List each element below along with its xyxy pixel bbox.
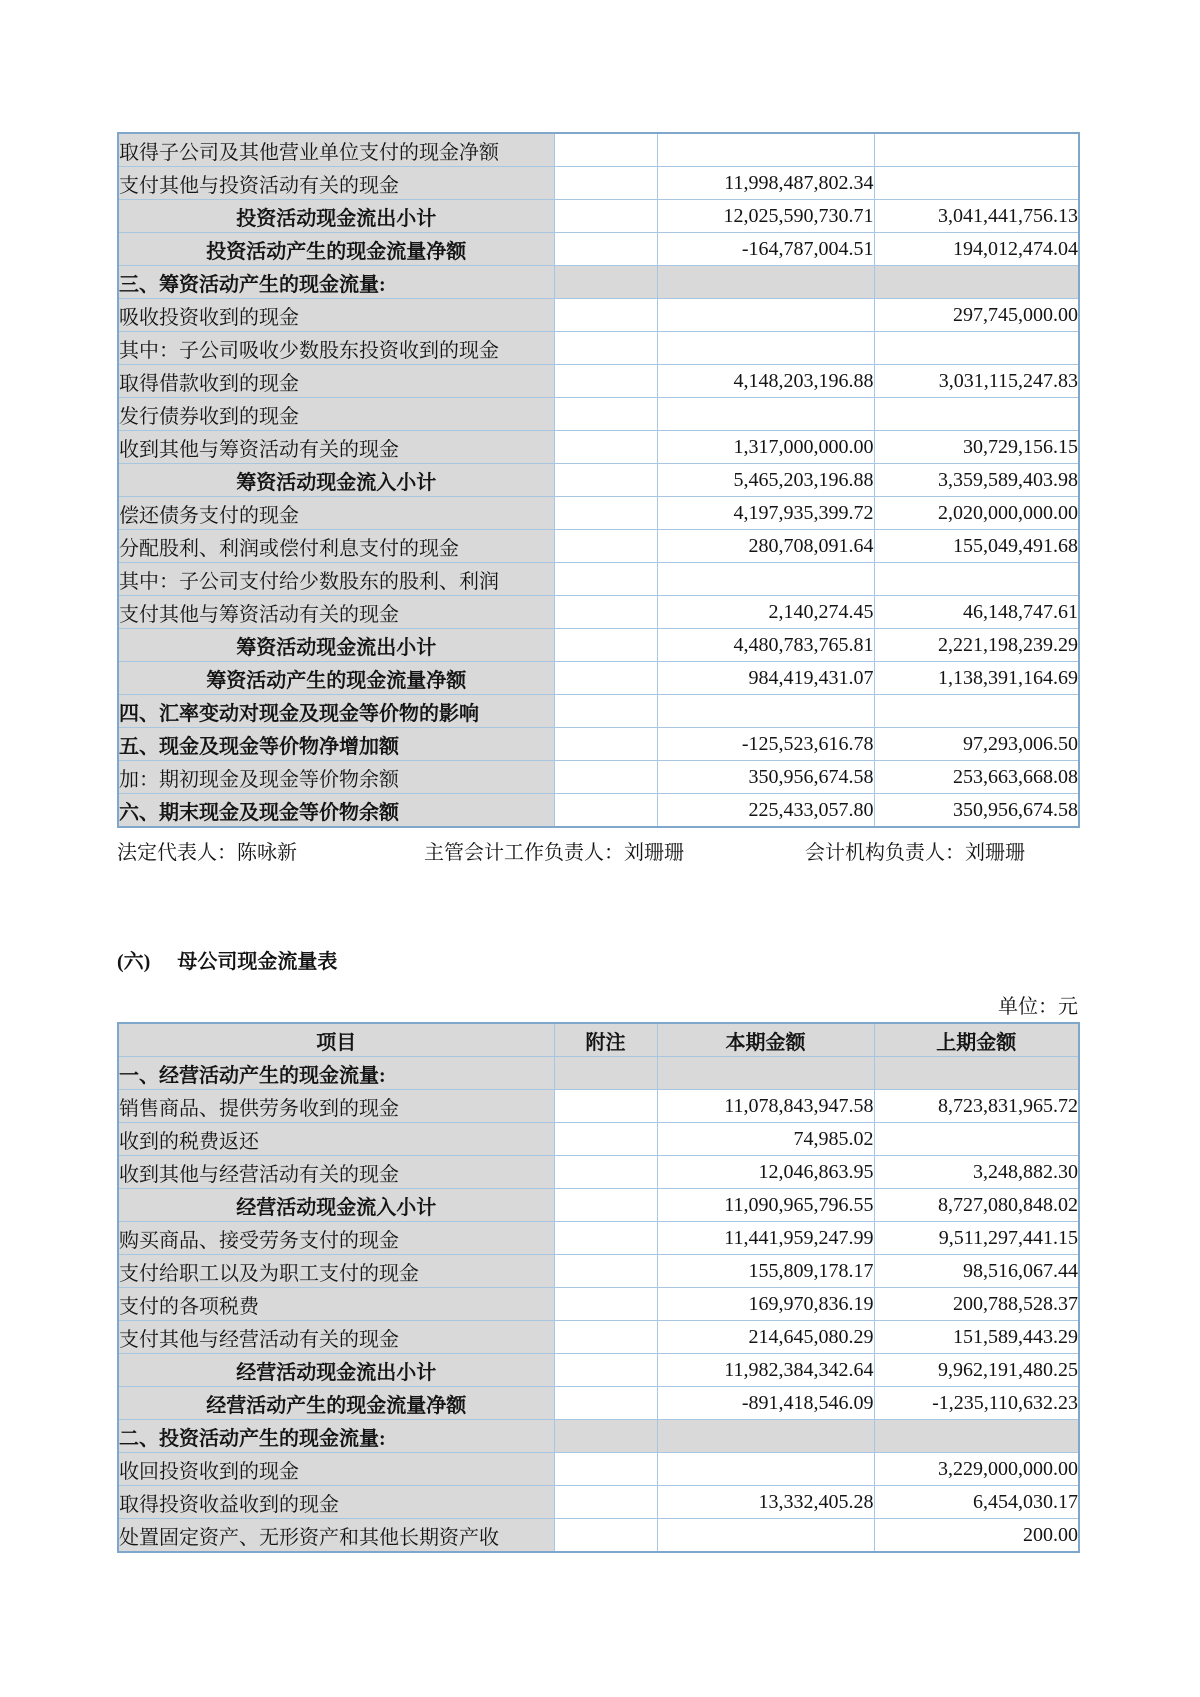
prior-period-amount-cell: 8,723,831,965.72 — [874, 1090, 1079, 1123]
current-period-amount-cell: 11,090,965,796.55 — [657, 1189, 874, 1222]
item-label-cell: 取得借款收到的现金 — [118, 365, 554, 398]
parent-company-cash-flow-table — [117, 1022, 1080, 1553]
note-cell — [554, 398, 657, 431]
table-row — [118, 1222, 1079, 1255]
prior-period-amount-cell: 3,031,115,247.83 — [874, 365, 1079, 398]
current-period-amount-cell: 11,998,487,802.34 — [657, 167, 874, 200]
column-header-cell: 本期金额 — [657, 1023, 874, 1057]
column-header-cell: 上期金额 — [874, 1023, 1079, 1057]
prior-period-amount-cell: 30,729,156.15 — [874, 431, 1079, 464]
item-label-cell: 发行债券收到的现金 — [118, 398, 554, 431]
table-row — [118, 1453, 1079, 1486]
prior-period-amount-cell — [874, 563, 1079, 596]
current-period-amount-cell: 4,197,935,399.72 — [657, 497, 874, 530]
item-label-cell: 支付其他与筹资活动有关的现金 — [118, 596, 554, 629]
section-title-text: 母公司现金流量表 — [177, 951, 338, 973]
section-heading — [117, 950, 1078, 974]
current-period-amount-cell: 5,465,203,196.88 — [657, 464, 874, 497]
item-label-cell: 经营活动现金流入小计 — [118, 1189, 554, 1222]
prior-period-amount-cell: 2,221,198,239.29 — [874, 629, 1079, 662]
current-period-amount-cell: 225,433,057.80 — [657, 794, 874, 828]
note-cell — [554, 1420, 657, 1453]
item-label-cell: 其中：子公司吸收少数股东投资收到的现金 — [118, 332, 554, 365]
note-cell — [554, 200, 657, 233]
item-label-cell: 收回投资收到的现金 — [118, 1453, 554, 1486]
accounting-dept-head-signature: 会计机构负责人：刘珊珊 — [805, 842, 1025, 864]
prior-period-amount-cell — [874, 1123, 1079, 1156]
note-cell — [554, 497, 657, 530]
current-period-amount-cell: 169,970,836.19 — [657, 1288, 874, 1321]
table-row — [118, 167, 1079, 200]
item-label-cell: 支付的各项税费 — [118, 1288, 554, 1321]
prior-period-amount-cell — [874, 266, 1079, 299]
table-row — [118, 1090, 1079, 1123]
current-period-amount-cell — [657, 299, 874, 332]
current-period-amount-cell: 4,148,203,196.88 — [657, 365, 874, 398]
note-cell — [554, 133, 657, 167]
item-label-cell: 取得子公司及其他营业单位支付的现金净额 — [118, 133, 554, 167]
prior-period-amount-cell: 98,516,067.44 — [874, 1255, 1079, 1288]
current-period-amount-cell — [657, 398, 874, 431]
table-row — [118, 1288, 1079, 1321]
prior-period-amount-cell: 6,454,030.17 — [874, 1486, 1079, 1519]
prior-period-amount-cell: 3,041,441,756.13 — [874, 200, 1079, 233]
prior-period-amount-cell — [874, 133, 1079, 167]
item-label-cell: 分配股利、利润或偿付利息支付的现金 — [118, 530, 554, 563]
note-cell — [554, 1156, 657, 1189]
prior-period-amount-cell: 3,248,882.30 — [874, 1156, 1079, 1189]
item-label-cell: 二、投资活动产生的现金流量: — [118, 1420, 554, 1453]
prior-period-amount-cell: 350,956,674.58 — [874, 794, 1079, 828]
table-row — [118, 1321, 1079, 1354]
current-period-amount-cell — [657, 1420, 874, 1453]
current-period-amount-cell: 13,332,405.28 — [657, 1486, 874, 1519]
item-label-cell: 筹资活动产生的现金流量净额 — [118, 662, 554, 695]
item-label-cell: 销售商品、提供劳务收到的现金 — [118, 1090, 554, 1123]
table-row — [118, 794, 1079, 828]
table-row — [118, 1123, 1079, 1156]
consolidated-cash-flow-table-body — [118, 133, 1079, 827]
prior-period-amount-cell: 3,229,000,000.00 — [874, 1453, 1079, 1486]
note-cell — [554, 299, 657, 332]
note-cell — [554, 1255, 657, 1288]
item-label-cell: 五、现金及现金等价物净增加额 — [118, 728, 554, 761]
prior-period-amount-cell: 151,589,443.29 — [874, 1321, 1079, 1354]
table-row — [118, 728, 1079, 761]
prior-period-amount-cell: -1,235,110,632.23 — [874, 1387, 1079, 1420]
report-page-content — [117, 0, 1078, 1553]
current-period-amount-cell: 12,046,863.95 — [657, 1156, 874, 1189]
prior-period-amount-cell: 8,727,080,848.02 — [874, 1189, 1079, 1222]
item-label-cell: 支付给职工以及为职工支付的现金 — [118, 1255, 554, 1288]
current-period-amount-cell: 984,419,431.07 — [657, 662, 874, 695]
current-period-amount-cell: 4,480,783,765.81 — [657, 629, 874, 662]
note-cell — [554, 1288, 657, 1321]
note-cell — [554, 1486, 657, 1519]
current-period-amount-cell — [657, 1453, 874, 1486]
current-period-amount-cell — [657, 695, 874, 728]
item-label-cell: 收到的税费返还 — [118, 1123, 554, 1156]
table-row — [118, 596, 1079, 629]
item-label-cell: 购买商品、接受劳务支付的现金 — [118, 1222, 554, 1255]
item-label-cell: 筹资活动现金流入小计 — [118, 464, 554, 497]
note-cell — [554, 1123, 657, 1156]
note-cell — [554, 266, 657, 299]
item-label-cell: 经营活动现金流出小计 — [118, 1354, 554, 1387]
current-period-amount-cell — [657, 1519, 874, 1553]
prior-period-amount-cell: 200,788,528.37 — [874, 1288, 1079, 1321]
prior-period-amount-cell: 9,962,191,480.25 — [874, 1354, 1079, 1387]
table-row — [118, 1255, 1079, 1288]
table-row — [118, 365, 1079, 398]
prior-period-amount-cell: 253,663,668.08 — [874, 761, 1079, 794]
prior-period-amount-cell: 3,359,589,403.98 — [874, 464, 1079, 497]
note-cell — [554, 1090, 657, 1123]
table-row — [118, 1354, 1079, 1387]
note-cell — [554, 629, 657, 662]
current-period-amount-cell: -891,418,546.09 — [657, 1387, 874, 1420]
current-period-amount-cell: 1,317,000,000.00 — [657, 431, 874, 464]
current-period-amount-cell: -125,523,616.78 — [657, 728, 874, 761]
item-label-cell: 处置固定资产、无形资产和其他长期资产收 — [118, 1519, 554, 1553]
table-row — [118, 1420, 1079, 1453]
item-label-cell: 收到其他与筹资活动有关的现金 — [118, 431, 554, 464]
current-period-amount-cell: 2,140,274.45 — [657, 596, 874, 629]
table-row — [118, 1189, 1079, 1222]
table-row — [118, 497, 1079, 530]
prior-period-amount-cell: 2,020,000,000.00 — [874, 497, 1079, 530]
note-cell — [554, 728, 657, 761]
item-label-cell: 投资活动产生的现金流量净额 — [118, 233, 554, 266]
note-cell — [554, 761, 657, 794]
current-period-amount-cell: 74,985.02 — [657, 1123, 874, 1156]
parent-cash-flow-table-header — [118, 1023, 1079, 1057]
column-header-cell: 项目 — [118, 1023, 554, 1057]
legal-representative-signature: 法定代表人：陈咏新 — [117, 842, 297, 864]
unit-note: 单位：元 — [998, 996, 1078, 1018]
table-row — [118, 200, 1079, 233]
item-label-cell: 六、期末现金及现金等价物余额 — [118, 794, 554, 828]
table-row — [118, 431, 1079, 464]
item-label-cell: 吸收投资收到的现金 — [118, 299, 554, 332]
note-cell — [554, 365, 657, 398]
current-period-amount-cell — [657, 133, 874, 167]
table-row — [118, 629, 1079, 662]
table-row — [118, 464, 1079, 497]
item-label-cell: 经营活动产生的现金流量净额 — [118, 1387, 554, 1420]
current-period-amount-cell: 12,025,590,730.71 — [657, 200, 874, 233]
item-label-cell: 取得投资收益收到的现金 — [118, 1486, 554, 1519]
consolidated-cash-flow-table — [117, 132, 1080, 828]
note-cell — [554, 530, 657, 563]
table-row — [118, 1156, 1079, 1189]
note-cell — [554, 332, 657, 365]
prior-period-amount-cell — [874, 695, 1079, 728]
prior-period-amount-cell — [874, 1420, 1079, 1453]
current-period-amount-cell: 155,809,178.17 — [657, 1255, 874, 1288]
note-cell — [554, 1387, 657, 1420]
table-row — [118, 761, 1079, 794]
table-row — [118, 299, 1079, 332]
chief-accountant-signature: 主管会计工作负责人：刘珊珊 — [424, 842, 684, 864]
item-label-cell: 支付其他与投资活动有关的现金 — [118, 167, 554, 200]
note-cell — [554, 1321, 657, 1354]
parent-cash-flow-table-body — [118, 1057, 1079, 1553]
prior-period-amount-cell: 194,012,474.04 — [874, 233, 1079, 266]
prior-period-amount-cell: 97,293,006.50 — [874, 728, 1079, 761]
current-period-amount-cell: 280,708,091.64 — [657, 530, 874, 563]
prior-period-amount-cell: 1,138,391,164.69 — [874, 662, 1079, 695]
section-index-label: (六) — [117, 951, 151, 973]
note-cell — [554, 464, 657, 497]
item-label-cell: 一、经营活动产生的现金流量: — [118, 1057, 554, 1090]
item-label-cell: 筹资活动现金流出小计 — [118, 629, 554, 662]
current-period-amount-cell: 350,956,674.58 — [657, 761, 874, 794]
prior-period-amount-cell: 297,745,000.00 — [874, 299, 1079, 332]
current-period-amount-cell: 214,645,080.29 — [657, 1321, 874, 1354]
note-cell — [554, 233, 657, 266]
table-row — [118, 398, 1079, 431]
item-label-cell: 投资活动现金流出小计 — [118, 200, 554, 233]
current-period-amount-cell: 11,078,843,947.58 — [657, 1090, 874, 1123]
table-row — [118, 1486, 1079, 1519]
item-label-cell: 三、筹资活动产生的现金流量: — [118, 266, 554, 299]
item-label-cell: 加：期初现金及现金等价物余额 — [118, 761, 554, 794]
table-row — [118, 233, 1079, 266]
note-cell — [554, 167, 657, 200]
current-period-amount-cell — [657, 1057, 874, 1090]
prior-period-amount-cell — [874, 167, 1079, 200]
current-period-amount-cell: -164,787,004.51 — [657, 233, 874, 266]
note-cell — [554, 1453, 657, 1486]
item-label-cell: 支付其他与经营活动有关的现金 — [118, 1321, 554, 1354]
table-row — [118, 530, 1079, 563]
prior-period-amount-cell: 9,511,297,441.15 — [874, 1222, 1079, 1255]
item-label-cell: 偿还债务支付的现金 — [118, 497, 554, 530]
prior-period-amount-cell — [874, 332, 1079, 365]
current-period-amount-cell — [657, 266, 874, 299]
prior-period-amount-cell — [874, 398, 1079, 431]
note-cell — [554, 794, 657, 828]
table-row — [118, 662, 1079, 695]
prior-period-amount-cell — [874, 1057, 1079, 1090]
note-cell — [554, 431, 657, 464]
note-cell — [554, 563, 657, 596]
note-cell — [554, 1057, 657, 1090]
note-cell — [554, 596, 657, 629]
prior-period-amount-cell: 46,148,747.61 — [874, 596, 1079, 629]
table-row — [118, 563, 1079, 596]
signature-line — [117, 836, 1078, 864]
table-row — [118, 695, 1079, 728]
note-cell — [554, 695, 657, 728]
table-row — [118, 133, 1079, 167]
note-cell — [554, 1354, 657, 1387]
item-label-cell: 收到其他与经营活动有关的现金 — [118, 1156, 554, 1189]
note-cell — [554, 662, 657, 695]
current-period-amount-cell: 11,982,384,342.64 — [657, 1354, 874, 1387]
item-label-cell: 四、汇率变动对现金及现金等价物的影响 — [118, 695, 554, 728]
table-row — [118, 332, 1079, 365]
table-header-row — [118, 1023, 1079, 1057]
table-row — [118, 266, 1079, 299]
table-row — [118, 1519, 1079, 1553]
note-cell — [554, 1222, 657, 1255]
item-label-cell: 其中：子公司支付给少数股东的股利、利润 — [118, 563, 554, 596]
prior-period-amount-cell: 200.00 — [874, 1519, 1079, 1553]
note-cell — [554, 1189, 657, 1222]
current-period-amount-cell — [657, 563, 874, 596]
column-header-cell: 附注 — [554, 1023, 657, 1057]
note-cell — [554, 1519, 657, 1553]
current-period-amount-cell: 11,441,959,247.99 — [657, 1222, 874, 1255]
prior-period-amount-cell: 155,049,491.68 — [874, 530, 1079, 563]
table-row — [118, 1387, 1079, 1420]
current-period-amount-cell — [657, 332, 874, 365]
table-row — [118, 1057, 1079, 1090]
